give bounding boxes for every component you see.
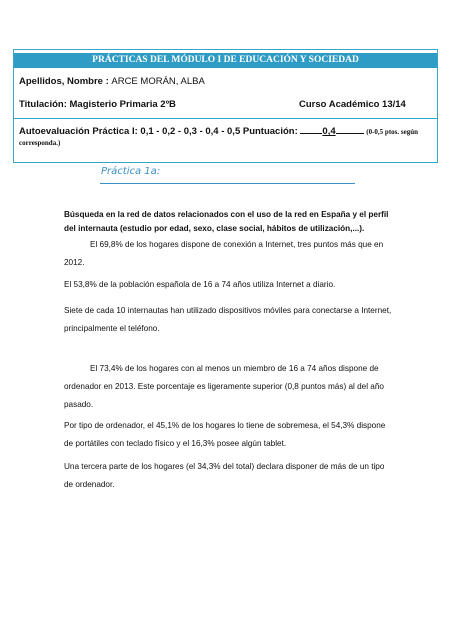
puntuacion-blank-before bbox=[300, 124, 322, 134]
paragraph-2: El 53,8% de la población española de 16 a 74 años utiliza Internet a diario. bbox=[64, 280, 336, 289]
curso-academico: Curso Académico 13/14 bbox=[299, 99, 406, 110]
header-band-title: PRÁCTICAS DEL MÓDULO I DE EDUCACIÓN Y SOCIEDAD bbox=[14, 53, 437, 68]
paragraph-6: Una tercera parte de los hogares (el 34,3% del total) declara disponer de más de un tipo de ordenador. bbox=[64, 462, 385, 489]
paragraph-5: Por tipo de ordenador, el 45,1% de los hogares lo tiene de sobremesa, el 54,3% dispone de portátiles con teclado físico y el 16,3% posee algún tablet. bbox=[64, 421, 386, 448]
autoevaluacion-label: Autoevaluación Práctica I: 0,1 - 0,2 - 0,3 - 0,4 - 0,5 Puntuación: bbox=[19, 126, 298, 137]
header-separator bbox=[14, 118, 437, 119]
autoevaluacion-row bbox=[19, 124, 418, 137]
practica-title-underline bbox=[100, 183, 355, 184]
practica-intro: Búsqueda en la red de datos relacionados con el uso de la red en España y el perfil del internauta (estudio por edad, sexo, clase social, hábitos de utilización,...). bbox=[64, 210, 389, 233]
apellidos-value: ARCE MORÁN, ALBA bbox=[111, 76, 205, 87]
puntuacion-blank-after bbox=[336, 124, 364, 134]
titulacion-text: Titulación: Magisterio Primaria 2ºB bbox=[19, 99, 176, 110]
paragraph-1: El 69,8% de los hogares dispone de conexión a Internet, tres puntos más que en 2012. bbox=[64, 240, 384, 267]
puntuacion-value: 0,4 bbox=[322, 126, 336, 137]
paragraph-4: El 73,4% de los hogares con al menos un miembro de 16 a 74 años dispone de ordenador en 2013. Este porcentaje es ligeramente superior (0,8 puntos más) al del año pasado. bbox=[64, 364, 384, 409]
titulacion-row bbox=[19, 99, 431, 110]
practica-title: Práctica 1a: bbox=[101, 166, 161, 177]
puntuacion-note: (0-0,5 ptos. según bbox=[366, 128, 418, 136]
paragraph-3: Siete de cada 10 internautas han utilizado dispositivos móviles para conectarse a Internet, principalmente el teléfono. bbox=[64, 306, 392, 333]
puntuacion-note-end: corresponda.) bbox=[19, 139, 61, 147]
header-form-box bbox=[13, 49, 438, 163]
apellidos-row bbox=[19, 76, 205, 87]
apellidos-label: Apellidos, Nombre : bbox=[19, 76, 109, 87]
